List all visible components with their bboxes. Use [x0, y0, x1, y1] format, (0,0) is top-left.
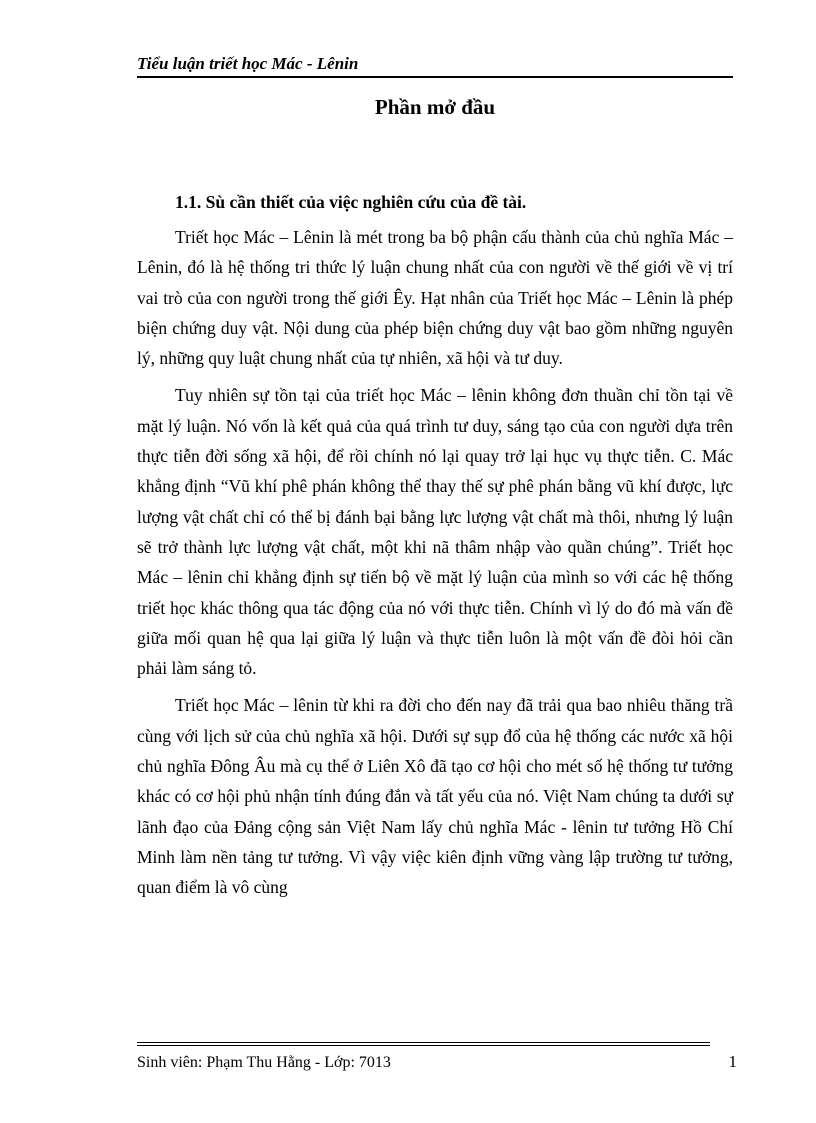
page-number: 1	[728, 1052, 737, 1071]
paragraph-2: Tuy nhiên sự tồn tại của triết học Mác – lênin không đơn thuần chỉ tồn tại về mặt lý luận. Nó vốn là kết quả của quá trình tư duy, sáng tạo của con người dựa trên thực tiễn đời sống xã hội, để rồi chính nó lại quay trở lại hục vụ thực tiễn. C. Mác khẳng định “Vũ khí phê phán không thể thay thế sự phê phán bằng vũ khí được, lực lượng vật chất chỉ có thể bị đánh bại bằng lực lượng vật chất mà thôi, nhưng lý luận sẽ trở thành lực lượng vật chất, một khi nã thâm nhập vào quần chúng”. Triết học Mác – lênin chỉ khẳng định sự tiến bộ về mặt lý luận của mình so với các hệ thống triết học khác thông qua tác động của nó với thực tiễn. Chính vì lý do đó mà vấn đề giữa mối quan hệ qua lại giữa lý luận và thực tiễn luôn là một vấn đề đòi hỏi cần phải làm sáng tỏ.	[137, 385, 733, 679]
footer-rule	[137, 1042, 710, 1043]
paragraph-1: Triết học Mác – Lênin là mét trong ba bộ phận cấu thành của chủ nghĩa Mác – Lênin, đó là hệ thống tri thức lý luận chung nhất của con người về thế giới về vị trí vai trò của con người trong thế giới Êy. Hạt nhân của Triết học Mác – Lênin là phép biện chứng duy vật. Nội dung của phép biện chứng duy vật bao gồm những nguyên lý, những quy luật chung nhất của tự nhiên, xã hội và tư duy.	[137, 227, 733, 369]
section-title: Phần mở đầu	[374, 95, 496, 119]
page-footer	[137, 1042, 737, 1071]
paragraph-3: Triết học Mác – lênin từ khi ra đời cho đến nay đã trải qua bao nhiêu thăng trầ cùng với lịch sử của chủ nghĩa xã hội. Dưới sự sụp đổ của hệ thống các nước xã hội chủ nghĩa Đông Âu mà cụ thể ở Liên Xô đã tạo cơ hội cho mét số hệ thống tư tưởng khác có cơ hội phủ nhận tính đúng đắn và tất yếu của nó. Việt Nam chúng ta dưới sự lãnh đạo của Đảng cộng sản Việt Nam lấy chủ nghĩa Mác - lênin tư tưởng Hồ Chí Minh làm nền tảng tư tưởng. Vì vậy việc kiên định vững vàng lập trường tư tưởng, quan điểm là vô cùng	[137, 695, 733, 898]
page-header	[137, 54, 733, 74]
header-title: Tiểu luận triết học Mác - Lênin	[137, 54, 359, 73]
body-content	[137, 188, 733, 903]
header-rule	[137, 76, 733, 78]
footer-rule-second	[137, 1045, 710, 1046]
footer-author: Sinh viên: Phạm Thu Hằng - Lớp: 7013	[137, 1054, 391, 1071]
subheading: 1.1. Sù cần thiết của việc nghiên cứu của đề tài.	[175, 192, 527, 212]
